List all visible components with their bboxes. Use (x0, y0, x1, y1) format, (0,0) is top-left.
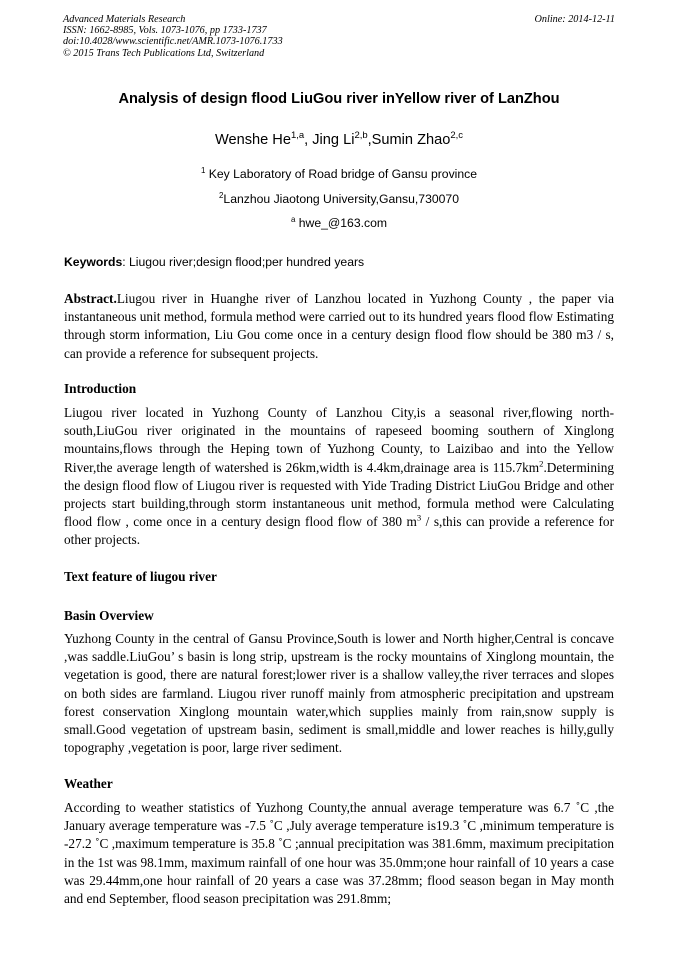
abstract-paragraph (64, 290, 614, 363)
copyright-line: © 2015 Trans Tech Publications Ltd, Switzerland (63, 47, 265, 59)
journal-name: Advanced Materials Research (63, 14, 186, 25)
issn-line: ISSN: 1662-8985, Vols. 1073-1076, pp 1733-1737 (63, 25, 267, 37)
author-name: , Jing Li (304, 132, 355, 148)
introduction-text: Liugou river located in Yuzhong County of Lanzhou City,is a seasonal river,flowing north-south,LiuGou river originated in the mountains of rapeseed booming southern of Xinglong mountains,flows through the Heping town of Yuzhong County, to Laizibao and into the Yellow River,the average length of watershed is 26km,width is 4.4km,drainage area is 115.7km (64, 405, 614, 475)
subsection-heading-basin: Basin Overview (64, 608, 154, 623)
affiliation-mark: 1 (200, 165, 206, 175)
paper-title: Analysis of design flood LiuGou river inYellow river of LanZhou (118, 91, 560, 107)
author-email (0, 216, 678, 230)
author-name: ,Sumin Zhao (367, 132, 451, 148)
journal-header (63, 14, 283, 59)
author-affiliation-mark: 2,c (450, 130, 464, 142)
doi-line: doi:10.4028/www.scientific.net/AMR.1073-1076.1733 (63, 36, 283, 48)
subsection-heading-weather: Weather (64, 776, 113, 791)
section-heading-text-feature: Text feature of liugou river (64, 569, 217, 584)
basin-paragraph: Yuzhong County in the central of Gansu Province,South is lower and North higher,Central is concave ,was saddle.LiuGou’ s basin is long strip, upstream is the rocky mountains of Xinglong mountain, the vegetation is good, there are natural forest;lower river is a shallow valley,the river terraces and slopes on both sides are farmland. Liugou river runoff mainly from atmospheric precipitation and upstream forest conservation Xinglong mountain water,which supplies mainly from rain,snow supply is small.Good vegetation of upstream basin, sediment is small,middle and lower reaches is hilly,gully topography ,vegetation is poor, large river sediment. (64, 631, 614, 756)
author-name: Wenshe He (214, 132, 291, 148)
keywords-text: : Liugou river;design flood;per hundred years (122, 255, 365, 269)
author-line (0, 132, 678, 148)
affiliation-2 (0, 192, 678, 206)
abstract-text: Liugou river in Huanghe river of Lanzhou located in Yuzhong County , the paper via instantaneous unit method, formula method were carried out to its hundred years flood flow Estimating through storm information, Liu Gou come once in a century design flood flow should be 380 m3 / s, can provide a reference for subsequent projects. (64, 291, 614, 361)
author-affiliation-mark: 2,b (354, 130, 368, 142)
introduction-text: / s,this can provide a reference for other projects. (64, 514, 615, 548)
email-text: hwe_@163.com (295, 216, 388, 230)
affiliation-mark: 2 (219, 190, 224, 200)
introduction-paragraph (64, 404, 614, 550)
introduction-text: .Determining the design flood flow of Liugou river is requested with Yide Trading District LiuGou Bridge and other projects start building,through storm instantaneous unit method, formula method were Calculating flood flow , come once in a century design flood flow of 380 m (64, 459, 614, 530)
email-mark: a (290, 214, 296, 224)
author-affiliation-mark: 1,a (290, 130, 305, 142)
weather-paragraph: According to weather statistics of Yuzhong County,the annual average temperature was 6.7 ˚C ,the January average temperature was -7.5 ˚C ,July average temperature is19.3 ˚C ,minimum temperature is -27.2 ˚C ,maximum temperature is 35.8 ˚C ;annual precipitation was 381.6mm, maximum precipitation in the 1st was 98.1mm, maximum rainfall of one hour was 35.0mm;one hour rainfall of 10 years a case was 29.44mm,one hour rainfall of 20 years a case was 37.28mm; flood season began in May month and end September, flood season precipitation was 291.8mm; (64, 800, 614, 907)
keywords-label: Keywords (64, 255, 123, 269)
affiliation-1 (0, 167, 678, 181)
affiliation-text: Key Laboratory of Road bridge of Gansu province (205, 167, 478, 181)
section-heading-introduction: Introduction (64, 381, 137, 396)
online-date: Online: 2014-12-11 (534, 14, 615, 25)
keywords-line (64, 255, 364, 269)
abstract-label: Abstract. (64, 291, 117, 306)
superscript: 2 (539, 458, 544, 469)
affiliation-text: Lanzhou Jiaotong University,Gansu,730070 (223, 192, 459, 206)
superscript: 3 (416, 512, 422, 523)
